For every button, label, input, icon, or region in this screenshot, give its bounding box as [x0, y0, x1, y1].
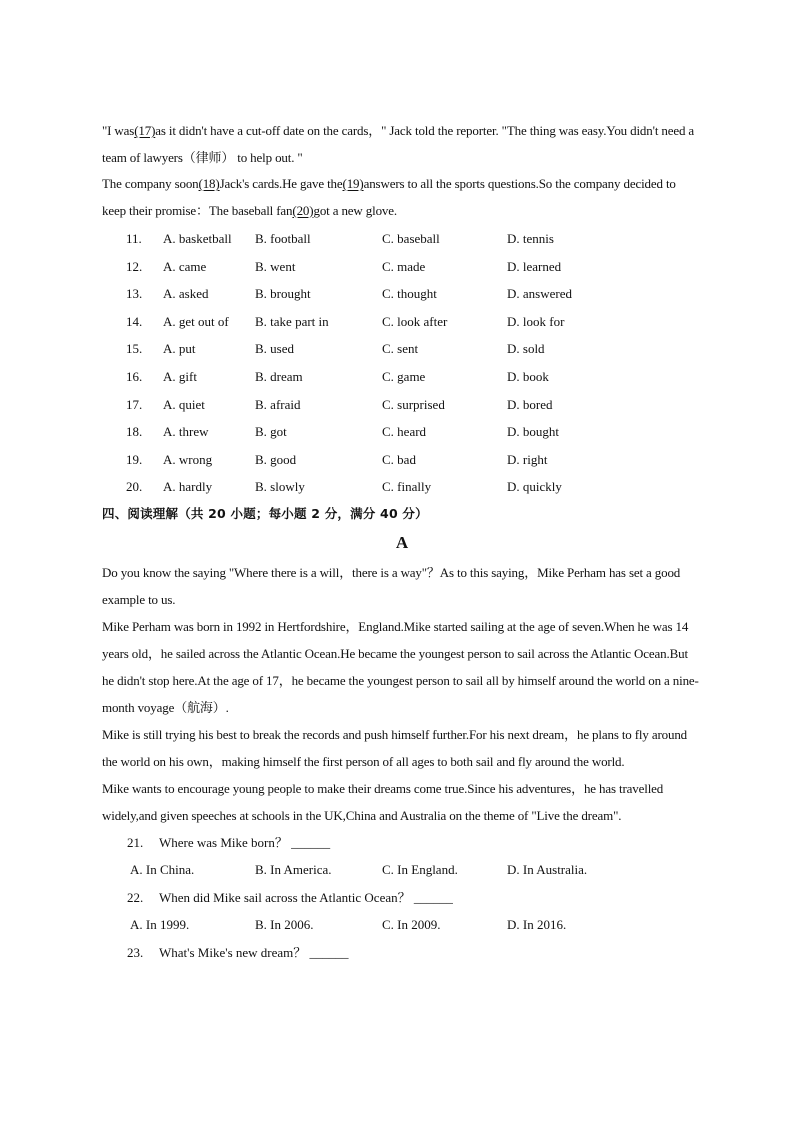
option-a: A. asked	[163, 286, 209, 302]
option-row	[102, 363, 702, 391]
option-b: B. used	[255, 341, 294, 357]
option-a: A. gift	[163, 368, 197, 384]
blank-18: (18)	[198, 176, 220, 191]
option-a: A. put	[163, 341, 196, 357]
cloze-text: as it didn't have a cut-off date on the cards，" Jack told the reporter. "The thing was easy.You didn't need a team of lawyers（律师） to help out. "	[102, 123, 695, 165]
blank-20: (20)	[292, 202, 314, 218]
question-number: 19.	[126, 451, 143, 467]
option-a: A. basketball	[163, 231, 232, 246]
option-a: A. wrong	[163, 451, 213, 467]
option-b: B. afraid	[255, 396, 301, 412]
option-row	[102, 308, 702, 336]
question-number: 12.	[126, 258, 143, 274]
option-c: C. sent	[382, 341, 419, 357]
question-number: 20.	[126, 479, 143, 495]
option-row	[102, 473, 702, 501]
question-number: 11.	[126, 231, 142, 246]
option-a: A. hardly	[163, 479, 213, 495]
exam-page	[102, 118, 702, 966]
cloze-options	[102, 225, 702, 501]
option-d: D. quickly	[507, 479, 562, 495]
question-options	[102, 856, 702, 884]
section-heading: 四、阅读理解（共 20 小题；每小题 2 分，满分 40 分）	[102, 505, 428, 521]
option-c: C. finally	[382, 479, 432, 495]
question-number: 23.	[127, 944, 144, 960]
question-number: 22.	[127, 889, 144, 905]
option-c: C. look after	[382, 313, 448, 329]
question-row	[102, 939, 702, 967]
option-row	[102, 335, 702, 363]
option-d: D. In Australia.	[507, 862, 588, 878]
cloze-text: answers to all the sports questions.So the company decided to keep their promise：The baseball fan	[102, 176, 676, 218]
option-row	[102, 391, 702, 419]
question-number: 17.	[126, 396, 143, 412]
question-number: 14.	[126, 313, 143, 329]
option-b: B. good	[255, 451, 297, 467]
passage-paragraph: Mike wants to encourage young people to make their dreams come true.Since his adventures，he has travelled widely,and given speeches at schools in the UK,China and Australia on the theme of "Live the dream".	[102, 780, 664, 823]
option-row	[102, 253, 702, 281]
passage-paragraph: Do you know the saying "Where there is a will，there is a way"？As to this saying，Mike Perham has set a good example to us.	[102, 564, 681, 607]
option-row	[102, 280, 702, 308]
passage-label: A	[395, 532, 409, 552]
option-c: C. In 2009.	[382, 917, 441, 933]
option-a: A. quiet	[163, 396, 205, 412]
option-b: B. In America.	[255, 862, 332, 878]
question-number: 16.	[126, 368, 143, 384]
option-c: C. surprised	[382, 396, 445, 412]
question-number: 21.	[127, 834, 144, 850]
option-d: D. look for	[507, 313, 565, 329]
option-b: B. In 2006.	[255, 917, 314, 933]
option-c: C. baseball	[382, 231, 440, 246]
option-b: B. went	[255, 258, 296, 274]
blank-19: (19)	[342, 176, 364, 191]
question-text: Where was Mike born？ ______	[159, 834, 331, 850]
question-text: What's Mike's new dream？ ______	[159, 944, 349, 960]
option-a: A. get out of	[163, 313, 229, 329]
blank-17: (17)	[134, 123, 156, 138]
option-c: C. thought	[382, 286, 437, 302]
option-c: C. made	[382, 258, 426, 274]
option-d: D. book	[507, 368, 549, 384]
passage-paragraph: Mike is still trying his best to break the records and push himself further.For his next dream，he plans to fly around the world on his own，making himself the first person of all ages to both sail and fly around the world.	[102, 726, 688, 769]
cloze-text: got a new glove.	[313, 202, 397, 218]
question-number: 15.	[126, 341, 143, 357]
option-row	[102, 418, 702, 446]
option-b: B. slowly	[255, 479, 305, 495]
option-c: C. heard	[382, 424, 427, 440]
cloze-text: Jack's cards.He gave the	[219, 176, 343, 191]
option-a: A. came	[163, 258, 207, 274]
cloze-paragraph-2	[102, 171, 702, 224]
option-b: B. dream	[255, 368, 303, 384]
option-d: D. answered	[507, 286, 572, 302]
question-text: When did Mike sail across the Atlantic Ocean？ ______	[159, 889, 453, 905]
option-d: D. In 2016.	[507, 917, 567, 933]
option-b: B. got	[255, 424, 287, 440]
option-c: C. In England.	[382, 862, 458, 878]
option-b: B. brought	[255, 286, 311, 302]
option-d: D. sold	[507, 341, 545, 357]
cloze-paragraph-1	[102, 118, 702, 171]
option-d: D. bought	[507, 424, 559, 440]
cloze-text: The company soon	[102, 176, 199, 191]
option-row	[102, 446, 702, 474]
question-row	[102, 884, 702, 912]
option-a: A. In 1999.	[130, 917, 190, 933]
option-b: B. football	[255, 231, 311, 246]
option-d: D. right	[507, 451, 548, 467]
question-number: 18.	[126, 424, 143, 440]
option-a: A. threw	[163, 424, 209, 440]
option-a: A. In China.	[130, 862, 195, 878]
option-row	[102, 225, 702, 253]
question-number: 13.	[126, 286, 143, 302]
option-d: D. tennis	[507, 231, 554, 246]
passage-paragraph: Mike Perham was born in 1992 in Hertfordshire，England.Mike started sailing at the age of seven.When he was 14 years old，he sailed across the Atlantic Ocean.He became the youngest person to sail across the Atlantic Ocean.But he didn't stop here.At the age of 17，he became the youngest person to sail all by himself around the world on a nine-month voyage（航海）.	[102, 618, 699, 715]
question-options	[102, 911, 702, 939]
cloze-text: "I was	[102, 123, 135, 138]
option-b: B. take part in	[255, 313, 329, 329]
option-d: D. learned	[507, 258, 562, 274]
question-row	[102, 829, 702, 857]
option-d: D. bored	[507, 396, 553, 412]
option-c: C. bad	[382, 451, 416, 467]
option-c: C. game	[382, 368, 426, 384]
